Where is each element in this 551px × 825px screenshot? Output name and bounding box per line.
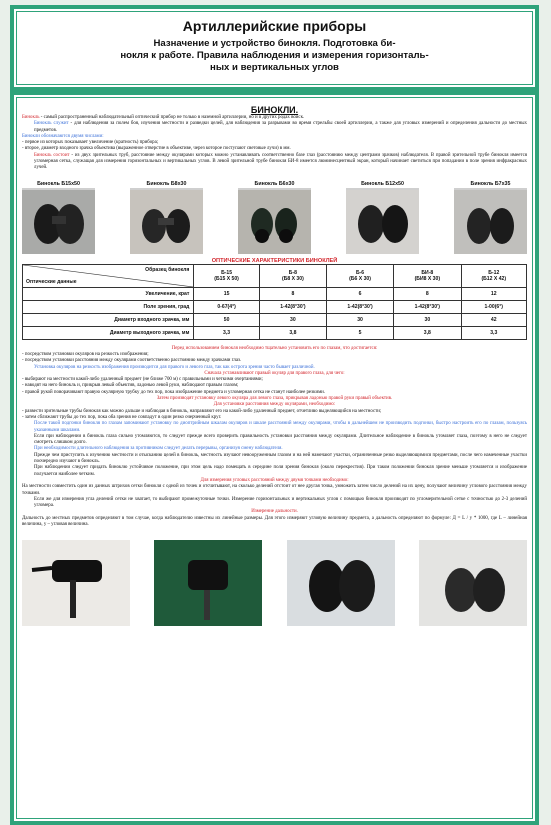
- table-cell: 0-67(4°): [194, 300, 259, 313]
- procedure-paragraph: При наблюдении следует придать биноклю устойчивое положение, при этом цель надо помещать в середине поля зрения бинокля (около перекрестия). При таком положении бинокля зрение меньше утомляется и изображение получается наиболее четким.: [34, 465, 527, 477]
- usage-photo: [287, 540, 395, 626]
- photo-caption: Бинокль Б6х30: [238, 180, 311, 188]
- usage-photo: [22, 540, 130, 626]
- page-title: Артиллерийские приборы: [182, 18, 367, 34]
- table-cell: 30: [326, 313, 393, 326]
- table-row: [23, 326, 527, 339]
- binocular-image: [287, 540, 395, 626]
- procedure-paragraph: - наводят на него бинокль и, прикрыв левый объектив, ладонью левой руки, наблюдают правым глазом;: [22, 383, 239, 389]
- binocular-image: [22, 190, 95, 254]
- table-cell: 6: [326, 287, 393, 300]
- subtitle-line: ных и вертикальных углов: [210, 62, 339, 73]
- binocular-image: [238, 190, 311, 254]
- table-cell: 8: [259, 287, 326, 300]
- binocular-on-tripod-image: [154, 540, 262, 626]
- char-intro: Бинокли обозначаются двумя числами:: [22, 133, 104, 139]
- table-cell: 3,3: [461, 326, 526, 339]
- intro-paragraph: Бинокль служит - для наблюдения за полем боя, изучения местности и разведки целей, для наблюдения за разрывами во время стрельбы своей артиллерии, а также для угловых измерений и определения дальности до местных предметов.: [34, 121, 527, 133]
- procedure-paragraph: - правой рукой поворачивают правую окулярную трубку до тех пор, пока изображение предмета и угломерная сетка не станут наиболее резкими.: [22, 389, 326, 395]
- binocular-image: [130, 190, 203, 254]
- binocular-image: [419, 540, 527, 626]
- table-cell: 12: [461, 287, 526, 300]
- table-cell: 1-42(8°30'): [259, 300, 326, 313]
- intro-paragraph: Бинокль - самый распространенный наблюдательный оптический прибор не только в наземной артиллерии, но и в других родах войск.: [22, 115, 305, 120]
- photo-caption: Бинокль Б12х50: [346, 180, 419, 188]
- procedure-paragraph: После такой подгонки бинокля по глазам запоминают установку по диоптрийным шкалам окуляров и шкале расстояний между окулярами, чтобы в дальнейшем не производить подгонки, быстро настроить его по глазам, пользуясь указанными шкалами.: [34, 421, 527, 433]
- table-cell: 1-00(6°): [461, 300, 526, 313]
- table-cell: 1-42(8°30'): [326, 300, 393, 313]
- procedure-paragraph: - посредством установки расстояния между окулярами соответственно расстоянию между зрачками глаз.: [22, 358, 242, 364]
- procedure-paragraph: Если же для измерения угла делений сетки не хватает, то выбирают промежуточные точки. Измерение горизонтальных и вертикальных углов с помощью бинокля производят по угломерительной сетке с точностью до 2-3 делений угломера.: [34, 496, 527, 509]
- page-subtitle: [74, 38, 475, 74]
- procedure-paragraph: Перед использованием бинокля необходимо тщательно установить его по глазам, что достигается:: [171, 345, 378, 351]
- binocular-image: [454, 190, 527, 254]
- table-cell: 30: [394, 313, 461, 326]
- procedure-paragraph: Дальность до местных предметов определяют в том случае, когда наблюдателю известны их линейные размеры. Для этого измеряют угловую величину предмета, а дальность определяют по формуле: Д = L / y * 1000, где L – линейная величина, y – угловая величина.: [22, 515, 527, 527]
- table-row: [23, 300, 527, 313]
- binocular-photos: [22, 180, 527, 254]
- optics-table: [22, 264, 527, 340]
- table-cell: 1-42(8°30'): [394, 300, 461, 313]
- table-title: ОПТИЧЕСКИЕ ХАРАКТЕРИСТИКИ БИНОКЛЕЙ: [211, 257, 338, 264]
- procedure-paragraph: - выбирают на местности какой-либо удаленный предмет (не ближе 700 м) с правильными и четкими очертаниями;: [22, 377, 263, 383]
- row-label: Поле зрения, град: [23, 300, 194, 313]
- table-cell: 3,8: [259, 326, 326, 339]
- binocular-photo: [238, 180, 311, 254]
- table-column-header: БИ-8 (БИ8 Х 30): [394, 264, 461, 287]
- table-header-row: [23, 264, 527, 287]
- header-panel: [10, 5, 539, 91]
- section-title: БИНОКЛИ.: [250, 105, 299, 115]
- table-cell: 30: [259, 313, 326, 326]
- row-label: Диаметр входного зрачка, мм: [23, 313, 194, 326]
- photo-caption: Бинокль Б8х30: [130, 180, 203, 188]
- table-cell: 42: [461, 313, 526, 326]
- procedure-paragraph: Если при наблюдении в бинокль глаза сильно утомляются, то следует прежде всего проверить правильность установки расстояния между окулярами. Длительное наблюдение в бинокль утомляет глаза, поэтому в него не следует смотреть слишком долго.: [34, 433, 527, 446]
- usage-photo: [154, 540, 262, 626]
- table-cell: 15: [194, 287, 259, 300]
- binocular-image: [346, 190, 419, 254]
- procedure-paragraph: Сначала устанавливают правый окуляр для правого глаза, для чего:: [204, 370, 345, 376]
- photo-caption: Бинокль Б15х50: [22, 180, 95, 188]
- table-cell: 3,3: [194, 326, 259, 339]
- table-column-header: Б-12 (Б12 Х 42): [461, 264, 526, 287]
- binocular-photo: [454, 180, 527, 254]
- procedure-paragraph: Затем производят установку левого окуляра для левого глаза, прикрывая ладонью правой руки правый объектив.: [156, 396, 393, 402]
- procedure-paragraph: - посредством установки окуляров на резкость изображения;: [22, 351, 149, 357]
- usage-photo: [419, 540, 527, 626]
- photo-caption: Бинокль Б7х35: [454, 180, 527, 188]
- procedure-paragraph: При необходимости длительного наблюдения за противником следует делать перерывы, организуя смену наблюдателя.: [34, 446, 283, 452]
- procedure-paragraph: Для установки расстояния между окулярами, необходимо:: [213, 402, 336, 408]
- char-item: - первое из которых показывает увеличение (кратность) прибора;: [22, 140, 159, 146]
- procedure-paragraph: - затем сближают трубы до тех пор, пока оба зрения не совпадут в один резко очерченный круг.: [22, 414, 222, 420]
- table-corner-cell: Образец бинокля Оптические данные: [23, 264, 194, 287]
- table-column-header: Б-8 (Б8 Х 30): [259, 264, 326, 287]
- char-item: - второе, диаметр входного зрачка объектива (выраженное отверстие в объективе, через которое поступают световые лучи) в мм.: [22, 146, 291, 152]
- main-panel: [10, 91, 539, 825]
- procedure-paragraph: Измерение дальности.: [251, 509, 298, 515]
- row-label: Увеличение, крат: [23, 287, 194, 300]
- procedure-paragraph: На местности совместить один из данных штрихов сетки бинокля с одной из точек и отсчитывают, на сколько делений отстоит от нее другая точка, умножить затем число делений на их цену, получают величину углового расстояния между точками.: [22, 484, 527, 496]
- procedure-paragraph: Установка окуляров на резкость изображения производится для правого и левого глаз, так как острота зрения часто бывает различной.: [34, 364, 315, 370]
- table-row: [23, 287, 527, 300]
- subtitle-line: Назначение и устройство бинокля. Подготовка би-: [153, 38, 396, 49]
- table-cell: 3,8: [394, 326, 461, 339]
- procedure-paragraph: - развести зрительные трубы бинокля как можно дальше и наблюдая в бинокль, направляют его на какой-либо удаленный предмет, отчетливо выделяющийся на местности;: [22, 408, 382, 414]
- usage-photos: [22, 540, 527, 626]
- table-row: [23, 313, 527, 326]
- binocular-photo: [130, 180, 203, 254]
- procedure-text: [22, 346, 527, 529]
- table-cell: 50: [194, 313, 259, 326]
- design-paragraph: Бинокль состоит - из двух зрительных труб, расстояние между окулярами которых можно устанавливать соответственно базе глаз (расстоянию между центрами зрачков) наблюдателя. В правой зрительной трубе бинокля имеется угломерная сетка, служащая для измерения горизонтальных и вертикальных углов. В левой зрительной трубе бинокля БИ-8 имеется люминесцентный экран, который начинает светиться при попадании в поле зрения инфракрасных лучей.: [34, 152, 527, 171]
- binocular-photo: [346, 180, 419, 254]
- binocular-photo: [22, 180, 95, 254]
- subtitle-line: нокля к работе. Правила наблюдения и измерения горизонталь-: [120, 50, 429, 61]
- row-label: Диаметр выходного зрачка, мм: [23, 326, 194, 339]
- table-column-header: Б-6 (Б6 Х 30): [326, 264, 393, 287]
- procedure-paragraph: Для измерения угловых расстояний между двумя точками необходимо:: [200, 477, 349, 483]
- table-cell: 8: [394, 287, 461, 300]
- binocular-on-mount-image: [22, 540, 130, 626]
- table-cell: 5: [326, 326, 393, 339]
- procedure-paragraph: Прежде чем приступить к изучению местности и отысканию целей в бинокль, местность изучают невооруженным глазом и на ней намечают участки, ограниченные резко выделяющимися предметами, после чего намеченные участки поочередно изучают в бинокль.: [34, 452, 527, 465]
- table-column-header: Б-15 (Б15 Х 50): [194, 264, 259, 287]
